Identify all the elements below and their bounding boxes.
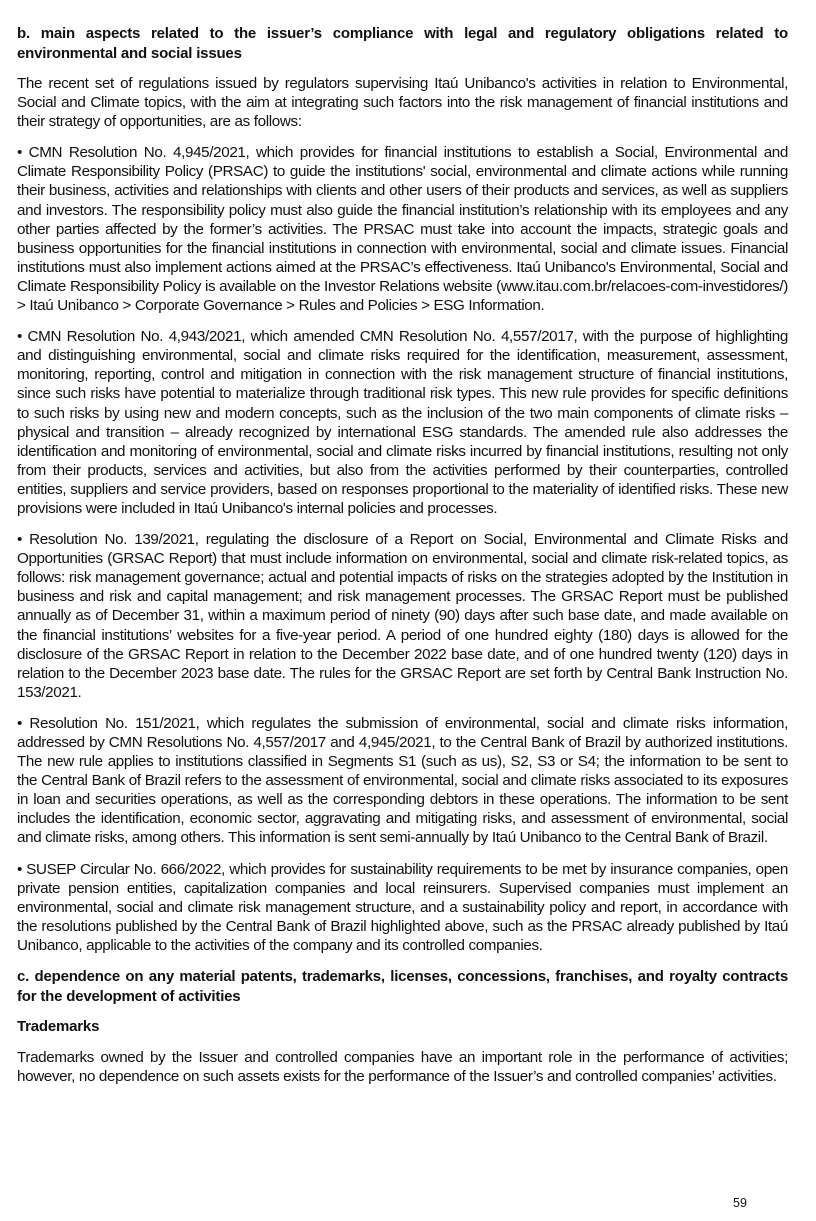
page-number: 59 — [733, 1196, 747, 1210]
regulation-item-resolution-151: • Resolution No. 151/2021, which regulates the submission of environmental, social and climate risks information, addressed by CMN Resolutions No. 4,557/2017 and 4,945/2021, to the Central Bank of Brazil by authorized institutions. The new rule applies to institutions classified in Segments S1 (such as us), S2, S3 or S4; the information to be sent to the Central Bank of Brazil refers to the assessment of environmental, social and climate risks associated to its exposures in loan and securities operations, as well as the corresponding debtors in these operations. The information to be sent includes the identification, economic sector, aggravating and mitigating risks, and assessment of environmental, social and climate risks, among others. This information is sent semi-annually by Itaú Unibanco to the Central Bank of Brazil. — [17, 714, 788, 847]
regulation-item-susep-666: • SUSEP Circular No. 666/2022, which provides for sustainability requirements to be met by insurance companies, open private pension entities, capitalization companies and local reinsurers. Supervised companies must implement an environmental, social and climate risk management structure, and a sustainability policy and report, in accordance with the resolutions published by the Central Bank of Brazil highlighted above, such as the PRSAC already published by Itaú Unibanco, applicable to the activities of the company and its controlled companies. — [17, 860, 788, 954]
document-page — [17, 24, 788, 1098]
regulation-item-resolution-139: • Resolution No. 139/2021, regulating the disclosure of a Report on Social, Environmental and Climate Risks and Opportunities (GRSAC Report) that must include information on environmental, social and climate risk-related topics, as follows: risk management governance; actual and potential impacts of risks on the strategies adopted by the Institution in business and risk and capital management; and risk management processes. The GRSAC Report must be published annually as of December 31, within a maximum period of ninety (90) days after such base date, and made available on the financial institutions’ websites for a five-year period. A period of one hundred eighty (180) days is allowed for the disclosure of the GRSAC Report in relation to the December 2022 base date, and of one hundred twenty (120) days in relation to the December 2023 base date. The rules for the GRSAC Report are set forth by Central Bank Instruction No. 153/2021. — [17, 531, 788, 701]
regulation-item-cmn-4945: • CMN Resolution No. 4,945/2021, which provides for financial institutions to establish a Social, Environmental and Climate Responsibility Policy (PRSAC) to guide the institutions' social, environmental and climate actions while running their business, activities and relationships with clients and other users of their products and services, as well as suppliers and investors. The responsibility policy must also guide the financial institution’s relationship with its employees and any other parties affected by the former’s activities. The PRSAC must take into account the impacts, strategic goals and business opportunities for the financial institutions in connection with environmental, social and climate issues. Financial institutions must also implement actions aimed at the PRSAC’s effectiveness. Itaú Unibanco's Environmental, Social and Climate Responsibility Policy is available on the Investor Relations website (www.itau.com.br/relacoes-com-investidores/) > Itaú Unibanco > Corporate Governance > Rules and Policies > ESG Information. — [17, 144, 788, 315]
section-c-heading: c. dependence on any material patents, trademarks, licenses, concessions, franchises, and royalty contracts for the development of activities — [17, 968, 788, 1005]
section-b-intro: The recent set of regulations issued by regulators supervising Itaú Unibanco's activities in relation to Environmental, Social and Climate topics, with the aim at integrating such factors into the risk management of financial institutions and their strategy of opportunities, are as follows: — [17, 75, 788, 131]
trademarks-subheading: Trademarks — [17, 1018, 100, 1036]
section-b-heading: b. main aspects related to the issuer’s compliance with legal and regulatory obligations related to environmental and social issues — [17, 25, 788, 62]
regulation-item-cmn-4943: • CMN Resolution No. 4,943/2021, which amended CMN Resolution No. 4,557/2017, with the purpose of highlighting and distinguishing environmental, social and climate risks required for the identification, measurement, assessment, monitoring, reporting, control and mitigation in connection with the risk management structure of financial institutions, since such risks have potential to materialize through traditional risk types. This new rule provides for specific definitions to such risks by using new and modern concepts, such as the inclusion of the two main components of climate risks – physical and transition – already recognized by international ESG standards. The amended rule also addresses the identification and monitoring of environmental, social and climate risks incurred by financial institutions, resulting not only from their products, services and activities, but also from the activities performed by their counterparties, controlled entities, suppliers and service providers, based on responses proportional to the materiality of identified risks. These new provisions were included in Itaú Unibanco's internal policies and processes. — [17, 328, 788, 517]
trademarks-body: Trademarks owned by the Issuer and controlled companies have an important role in the performance of activities; however, no dependence on such assets exists for the performance of the Issuer’s and controlled companies’ activities. — [17, 1049, 788, 1086]
